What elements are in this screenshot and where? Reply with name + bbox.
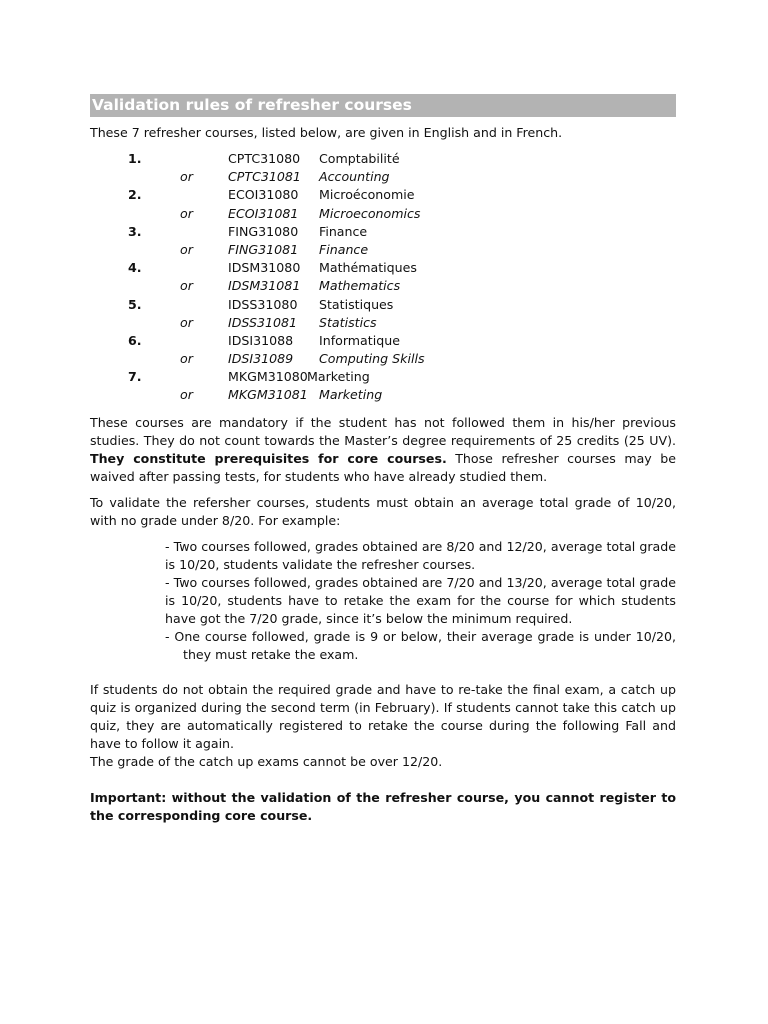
course-name: Microeconomics	[319, 205, 421, 221]
course-code: IDSI31088	[228, 332, 294, 348]
course-english-row	[0, 314, 768, 332]
important-notice: Important: without the validation of the refresher course, you cannot register to the corresponding core course.	[90, 790, 676, 823]
or-label: or	[180, 241, 193, 257]
course-code: FING31081	[228, 241, 299, 257]
course-name: Statistics	[319, 314, 377, 330]
course-english-row	[0, 241, 768, 259]
list-item: - Two courses followed, grades obtained are 8/20 and 12/20, average total grade is 10/20, students validate the refresher courses.	[165, 539, 676, 572]
course-code: ECOI31081	[228, 205, 299, 221]
or-label: or	[180, 278, 193, 294]
course-code: IDSS31081	[228, 314, 298, 330]
course-list	[0, 150, 768, 405]
list-item: - Two courses followed, grades obtained are 7/20 and 13/20, average total grade is 10/20, students have to retake the exam for the course for which students have got the 7/20 grade, since it’s below the minimum required.	[165, 575, 676, 626]
examples-list	[165, 538, 676, 664]
course-number: 3.	[128, 223, 142, 239]
or-label: or	[180, 314, 193, 330]
course-name: Comptabilité	[319, 151, 400, 166]
course-name: Finance	[319, 223, 368, 239]
course-french-row	[0, 223, 768, 241]
intro-text: These 7 refresher courses, listed below, are given in English and in French.	[90, 125, 563, 140]
course-code: MKGM31080	[228, 369, 308, 385]
course-code: IDSM31081	[228, 278, 301, 294]
course-code: IDSI31089	[228, 351, 294, 367]
course-number: 6.	[128, 332, 142, 348]
catch-up-paragraph: If students do not obtain the required grade and have to re-take the final exam, a catch up quiz is organized during the second term (in February). If students cannot take this catch up quiz, they are automatically registered to retake the course during the following Fall and have to follow it again.	[90, 682, 676, 751]
course-french-row	[0, 368, 768, 386]
course-code: IDSM31080	[228, 260, 301, 276]
course-name: Marketing	[319, 387, 383, 403]
course-name: Accounting	[319, 169, 390, 185]
or-label: or	[180, 351, 193, 367]
course-number: 4.	[128, 260, 142, 276]
list-item: - One course followed, grade is 9 or below, their average grade is under 10/20, they must retake the exam.	[165, 629, 676, 662]
course-code: IDSS31080	[228, 296, 298, 312]
course-name: Statistiques	[319, 296, 394, 312]
course-name: Mathematics	[319, 278, 401, 294]
validation-paragraph: To validate the refersher courses, students must obtain an average total grade of 10/20, with no grade under 8/20. For example:	[90, 495, 676, 528]
course-name: Microéconomie	[319, 187, 415, 203]
course-code: CPTC31081	[228, 169, 301, 185]
course-code: CPTC31080	[228, 151, 301, 166]
course-number: 2.	[128, 187, 142, 203]
course-french-row	[0, 186, 768, 204]
or-label: or	[180, 205, 193, 221]
course-number: 1.	[128, 151, 142, 166]
course-code: FING31080	[228, 223, 299, 239]
course-name: Mathématiques	[319, 260, 417, 276]
course-name: Computing Skills	[319, 351, 425, 367]
mandatory-text: These courses are mandatory if the student has not followed them in his/her previous studies. They do not count towards the Master’s degree requirements of 25 credits (25 UV).	[90, 415, 676, 448]
grade-cap-paragraph: The grade of the catch up exams cannot be over 12/20.	[90, 754, 443, 769]
mandatory-paragraph	[90, 414, 676, 486]
course-english-row	[0, 386, 768, 404]
prerequisites-bold-text: They constitute prerequisites for core courses.	[90, 451, 447, 466]
course-name: Marketing	[307, 369, 370, 385]
or-label: or	[180, 169, 193, 185]
course-english-row	[0, 350, 768, 368]
course-code: ECOI31080	[228, 187, 299, 203]
course-french-row	[0, 296, 768, 314]
section-heading: Validation rules of refresher courses	[90, 94, 676, 117]
course-number: 7.	[128, 369, 142, 385]
course-french-row	[0, 150, 768, 168]
or-label: or	[180, 387, 193, 403]
course-code: MKGM31081	[228, 387, 308, 403]
course-english-row	[0, 205, 768, 223]
waiver-text: Those refresher courses may be waived after passing tests, for students who have already studied them.	[90, 451, 677, 484]
course-french-row	[0, 259, 768, 277]
course-english-row	[0, 277, 768, 295]
course-name: Informatique	[319, 332, 400, 348]
course-english-row	[0, 168, 768, 186]
course-french-row	[0, 332, 768, 350]
course-name: Finance	[319, 241, 369, 257]
course-number: 5.	[128, 296, 142, 312]
